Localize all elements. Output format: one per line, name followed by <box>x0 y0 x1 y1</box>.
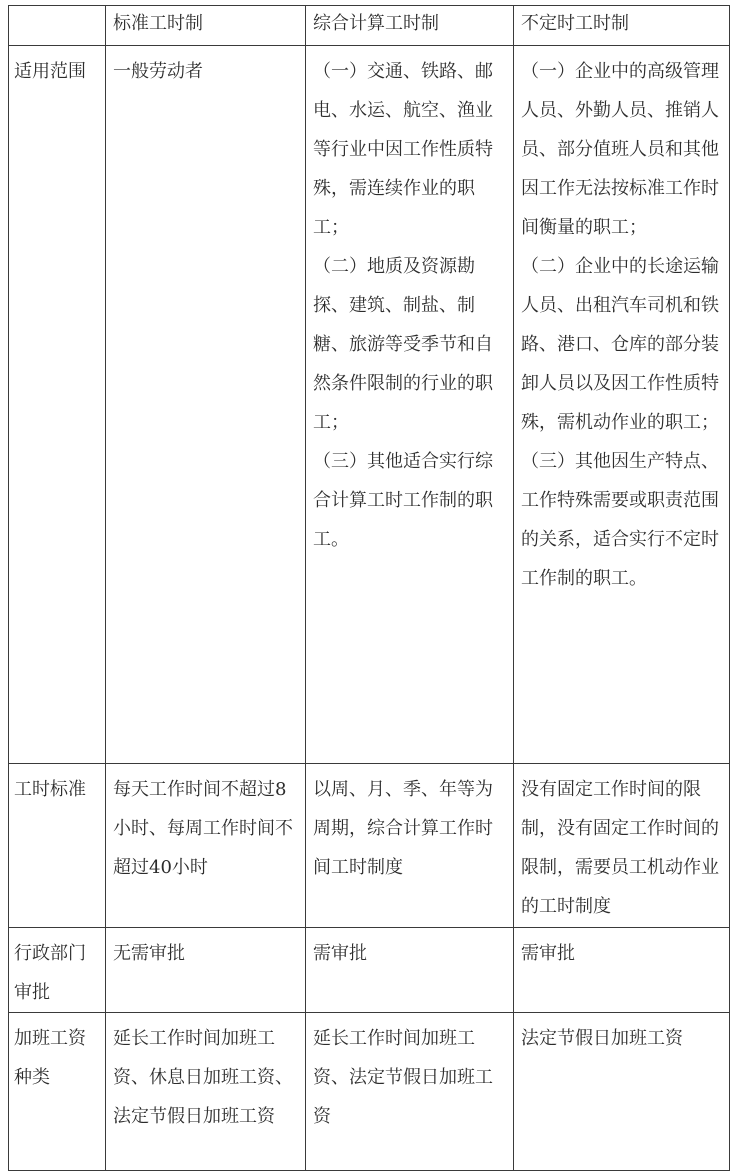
cell-text: 延长工作时间加班工资、休息日加班工资、法定节假日加班工资 <box>113 1028 293 1127</box>
cell-overtime-comprehensive <box>306 1013 514 1171</box>
cell-scope-comprehensive <box>306 46 514 764</box>
header-standard: 标准工时制 <box>106 6 306 46</box>
header-corner-cell <box>9 6 106 46</box>
cell-overtime-standard <box>106 1013 306 1171</box>
row-label-overtime: 加班工资种类 <box>9 1013 106 1171</box>
cell-overtime-irregular <box>514 1013 730 1171</box>
cell-approval-standard <box>106 928 306 1013</box>
cell-text: （一）企业中的高级管理人员、外勤人员、推销人员、部分值班人员和其他因工作无法按标准工作时间衡量的职工； （二）企业中的长途运输人员、出租汽车司机和铁路、港口、仓库的部分装卸人员以及因工作性质特殊，需机动作业的职工； （三）其他因生产特点、工作特殊需要或职责范围的关系，适合实行不定时工作制的职工。 <box>521 61 719 589</box>
header-comprehensive: 综合计算工时制 <box>306 6 514 46</box>
cell-text: 一般劳动者 <box>113 61 203 82</box>
cell-hours-standard <box>106 764 306 928</box>
cell-text: 需审批 <box>521 943 575 964</box>
row-label-hours: 工时标准 <box>9 764 106 928</box>
row-approval <box>9 928 730 1013</box>
cell-text: 需审批 <box>313 943 367 964</box>
header-irregular: 不定时工时制 <box>514 6 730 46</box>
row-overtime <box>9 1013 730 1171</box>
cell-text: 法定节假日加班工资 <box>521 1028 683 1049</box>
cell-text: 没有固定工作时间的限制，没有固定工作时间的限制，需要员工机动作业的工时制度 <box>521 779 719 917</box>
row-hours-standard <box>9 764 730 928</box>
cell-hours-irregular <box>514 764 730 928</box>
row-label-approval: 行政部门审批 <box>9 928 106 1013</box>
row-label-scope: 适用范围 <box>9 46 106 764</box>
cell-scope-irregular <box>514 46 730 764</box>
cell-text: （一）交通、铁路、邮电、水运、航空、渔业等行业中因工作性质特殊，需连续作业的职工； （二）地质及资源勘探、建筑、制盐、制糖、旅游等受季节和自然条件限制的行业的职工； （三）其他适合实行综合计算工时工作制的职工。 <box>313 61 493 550</box>
cell-text: 每天工作时间不超过8小时、每周工作时间不超过40小时 <box>113 779 293 878</box>
cell-text: 以周、月、季、年等为周期，综合计算工作时间工时制度 <box>313 779 493 878</box>
cell-scope-standard <box>106 46 306 764</box>
cell-text: 延长工作时间加班工资、法定节假日加班工资 <box>313 1028 493 1127</box>
row-scope <box>9 46 730 764</box>
header-row <box>9 6 730 46</box>
cell-text: 无需审批 <box>113 943 185 964</box>
cell-hours-comprehensive <box>306 764 514 928</box>
cell-approval-irregular <box>514 928 730 1013</box>
work-hours-comparison-table <box>8 5 730 1171</box>
cell-approval-comprehensive <box>306 928 514 1013</box>
